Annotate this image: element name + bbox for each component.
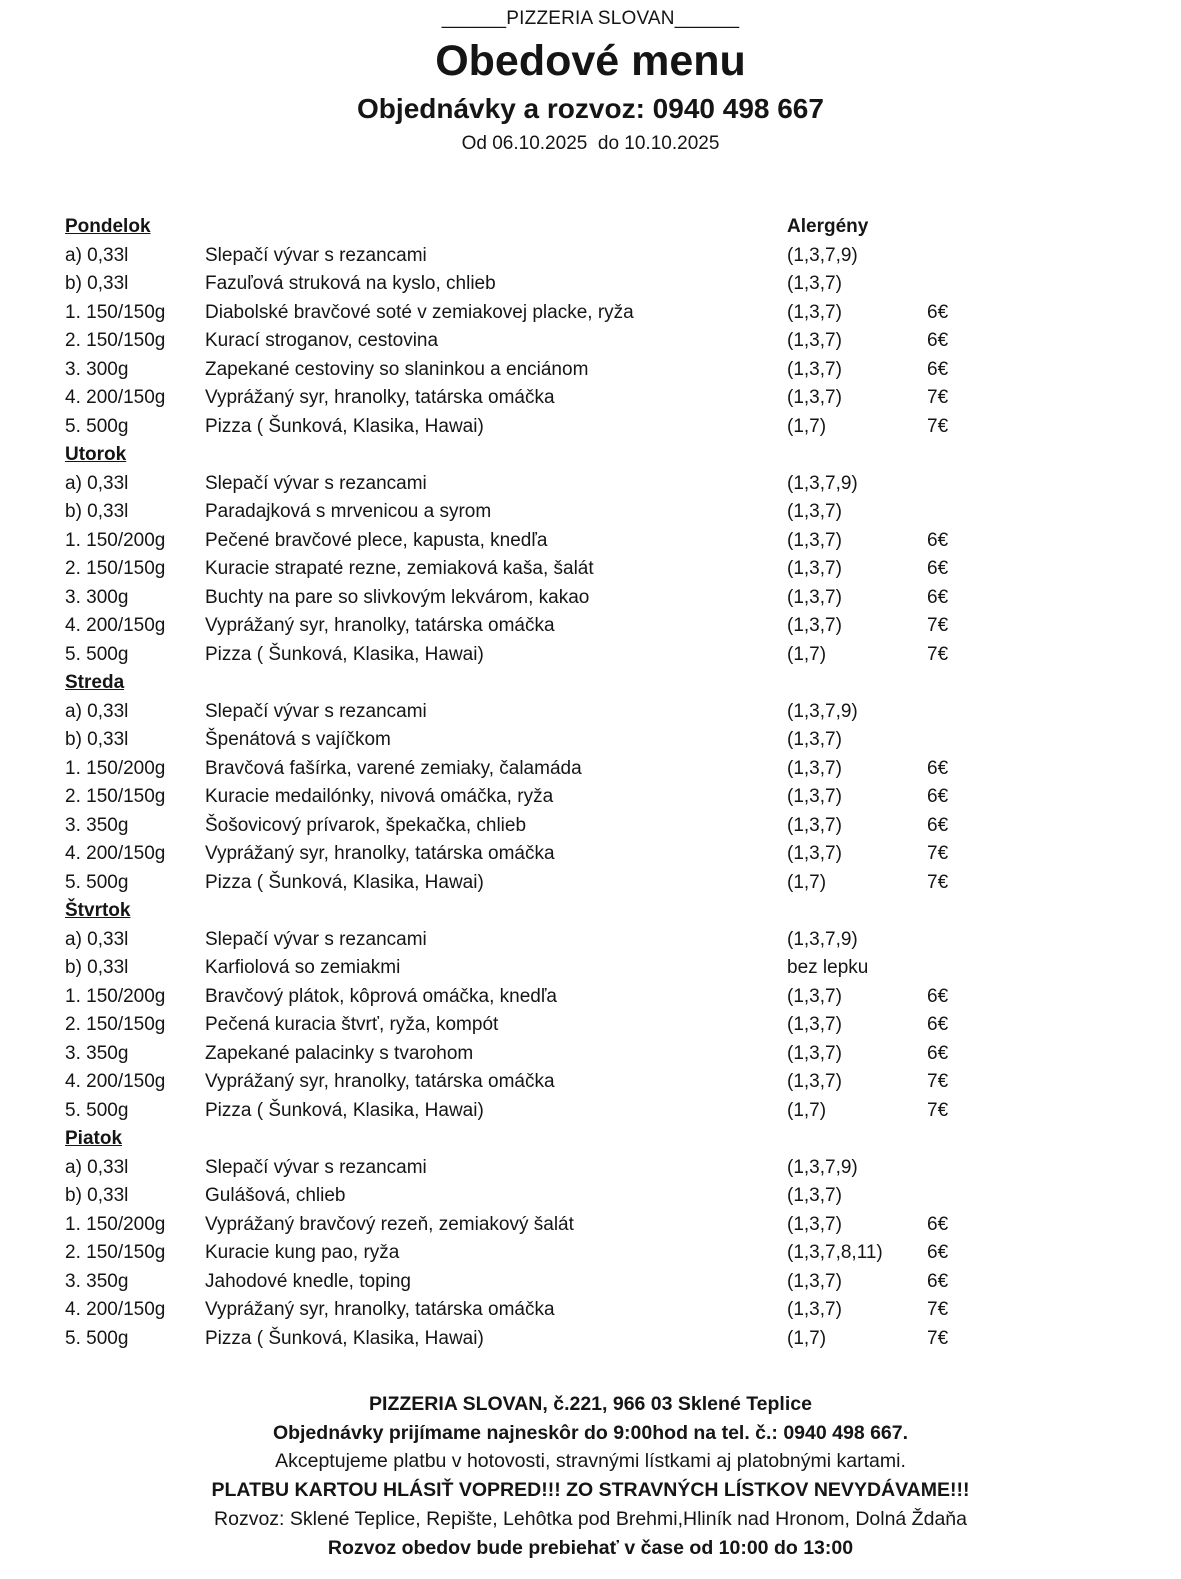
row-dish: Vyprážaný syr, hranolky, tatárska omáčka [205, 615, 555, 637]
row-portion: a) 0,33l [65, 928, 129, 950]
date-range: Od 06.10.2025 do 10.10.2025 [461, 133, 720, 155]
row-allergens: (1,3,7,9) [787, 1156, 858, 1178]
row-price: 7€ [927, 1099, 949, 1121]
menu-item-row [0, 1154, 1181, 1183]
row-allergens: (1,7) [787, 871, 827, 893]
menu-item-row [0, 498, 1181, 527]
row-portion: 3. 300g [65, 358, 129, 380]
row-portion: 1. 150/200g [65, 757, 166, 779]
row-dish: Vyprážaný syr, hranolky, tatárska omáčka [205, 1299, 555, 1321]
row-dish: Zapekané cestoviny so slaninkou a enciánom [205, 358, 589, 380]
row-portion: 4. 200/150g [65, 1071, 166, 1093]
row-portion: 2. 150/150g [65, 1242, 166, 1264]
row-portion: b) 0,33l [65, 273, 129, 295]
row-dish: Buchty na pare so slivkovým lekvárom, kakao [205, 586, 590, 608]
row-allergens: (1,3,7) [787, 1299, 842, 1321]
restaurant-name-line: ______PIZZERIA SLOVAN______ [441, 8, 740, 29]
row-dish: Kuracie kung pao, ryža [205, 1242, 400, 1264]
row-price: 6€ [927, 985, 949, 1007]
row-portion: 5. 500g [65, 871, 129, 893]
menu-item-row [0, 555, 1181, 584]
menu-item-row [0, 242, 1181, 271]
day-section [0, 441, 1181, 669]
menu-item-row [0, 840, 1181, 869]
row-portion: 4. 200/150g [65, 1299, 166, 1321]
row-portion: 1. 150/200g [65, 529, 166, 551]
day-name: Pondelok [65, 216, 151, 238]
day-rows [0, 1154, 1181, 1354]
row-allergens: (1,3,7,8,11) [787, 1242, 883, 1264]
row-portion: 1. 150/200g [65, 1213, 166, 1235]
row-dish: Špenátová s vajíčkom [205, 729, 391, 751]
footer-line: Akceptujeme platbu v hotovosti, stravnými lístkami aj platobnými kartami. [275, 1450, 906, 1473]
row-allergens: (1,3,7) [787, 529, 842, 551]
row-allergens: (1,3,7) [787, 814, 842, 836]
row-price [927, 954, 1007, 983]
menu-item-row [0, 926, 1181, 955]
row-dish: Bravčová fašírka, varené zemiaky, čalamáda [205, 757, 582, 779]
row-portion: 4. 200/150g [65, 615, 166, 637]
row-allergens: (1,3,7) [787, 387, 842, 409]
row-price: 6€ [927, 358, 949, 380]
row-price [927, 1182, 1007, 1211]
row-price: 6€ [927, 1042, 949, 1064]
day-name: Piatok [65, 1128, 123, 1150]
row-allergens: (1,7) [787, 1327, 827, 1349]
menu-item-row [0, 470, 1181, 499]
row-price: 6€ [927, 529, 949, 551]
menu-item-row [0, 413, 1181, 442]
row-portion: 5. 500g [65, 1099, 129, 1121]
row-portion: a) 0,33l [65, 1156, 129, 1178]
row-allergens: (1,7) [787, 415, 827, 437]
menu-item-row [0, 584, 1181, 613]
day-name: Štvrtok [65, 900, 131, 922]
day-header-row [0, 669, 1181, 698]
row-price [927, 726, 1007, 755]
row-dish: Vyprážaný bravčový rezeň, zemiakový šalát [205, 1213, 574, 1235]
row-allergens: (1,3,7,9) [787, 928, 858, 950]
row-dish: Gulášová, chlieb [205, 1185, 346, 1207]
row-price [927, 1154, 1007, 1183]
day-header-row [0, 1125, 1181, 1154]
row-dish: Karfiolová so zemiakmi [205, 957, 401, 979]
row-portion: a) 0,33l [65, 244, 129, 266]
row-dish: Kurací stroganov, cestovina [205, 330, 439, 352]
footer-line: Rozvoz obedov bude prebiehať v čase od 10:00 do 13:00 [327, 1536, 854, 1559]
row-dish: Slepačí vývar s rezancami [205, 700, 427, 722]
menu-item-row [0, 783, 1181, 812]
row-allergens: (1,3,7) [787, 729, 842, 751]
menu-item-row [0, 983, 1181, 1012]
row-dish: Pizza ( Šunková, Klasika, Hawai) [205, 871, 484, 893]
menu-item-row [0, 1239, 1181, 1268]
allergens-header [787, 897, 927, 926]
row-allergens: (1,3,7) [787, 1213, 842, 1235]
row-allergens: (1,3,7) [787, 301, 842, 323]
row-allergens: (1,3,7) [787, 985, 842, 1007]
menu-item-row [0, 1068, 1181, 1097]
row-dish: Pizza ( Šunková, Klasika, Hawai) [205, 415, 484, 437]
row-portion: 3. 350g [65, 1042, 129, 1064]
row-allergens: (1,3,7) [787, 501, 842, 523]
row-price: 6€ [927, 786, 949, 808]
menu-item-row [0, 612, 1181, 641]
row-portion: 4. 200/150g [65, 843, 166, 865]
row-price [927, 698, 1007, 727]
row-portion: 2. 150/150g [65, 1014, 166, 1036]
menu-item-row [0, 1040, 1181, 1069]
menu-item-row [0, 755, 1181, 784]
row-price: 7€ [927, 871, 949, 893]
row-price: 6€ [927, 757, 949, 779]
row-portion: 5. 500g [65, 1327, 129, 1349]
footer [0, 1390, 1181, 1562]
day-section [0, 669, 1181, 897]
row-portion: 3. 350g [65, 1270, 129, 1292]
row-portion: b) 0,33l [65, 501, 129, 523]
row-portion: 1. 150/150g [65, 301, 166, 323]
document-header [0, 0, 1181, 155]
row-price [927, 926, 1007, 955]
menu-item-row [0, 954, 1181, 983]
row-portion: 2. 150/150g [65, 558, 166, 580]
day-section [0, 213, 1181, 441]
page-title: Obedové menu [435, 37, 746, 85]
row-portion: 2. 150/150g [65, 330, 166, 352]
menu-item-row [0, 1011, 1181, 1040]
row-dish: Pizza ( Šunková, Klasika, Hawai) [205, 643, 484, 665]
row-dish: Vyprážaný syr, hranolky, tatárska omáčka [205, 387, 555, 409]
menu-item-row [0, 1182, 1181, 1211]
menu-item-row [0, 726, 1181, 755]
menu-item-row [0, 812, 1181, 841]
row-dish: Kuracie strapaté rezne, zemiaková kaša, šalát [205, 558, 594, 580]
row-allergens: (1,3,7) [787, 558, 842, 580]
row-dish: Diabolské bravčové soté v zemiakovej placke, ryža [205, 301, 634, 323]
day-name: Utorok [65, 444, 127, 466]
row-allergens: (1,3,7) [787, 1042, 842, 1064]
row-price: 7€ [927, 643, 949, 665]
menu-item-row [0, 299, 1181, 328]
row-allergens: (1,7) [787, 643, 827, 665]
row-portion: 2. 150/150g [65, 786, 166, 808]
row-dish: Slepačí vývar s rezancami [205, 1156, 427, 1178]
row-allergens: (1,3,7,9) [787, 244, 858, 266]
row-allergens: (1,3,7) [787, 1185, 842, 1207]
row-portion: 3. 350g [65, 814, 129, 836]
day-rows [0, 242, 1181, 442]
row-dish: Jahodové knedle, toping [205, 1270, 411, 1292]
row-allergens: (1,3,7,9) [787, 472, 858, 494]
row-price: 7€ [927, 1327, 949, 1349]
day-rows [0, 470, 1181, 670]
row-price: 7€ [927, 615, 949, 637]
day-section [0, 897, 1181, 1125]
row-price [927, 270, 1007, 299]
row-allergens: bez lepku [787, 957, 869, 979]
row-allergens: (1,3,7) [787, 843, 842, 865]
row-portion: b) 0,33l [65, 729, 129, 751]
row-price: 6€ [927, 301, 949, 323]
row-dish: Pečené bravčové plece, kapusta, knedľa [205, 529, 548, 551]
day-header-row [0, 441, 1181, 470]
row-dish: Pečená kuracia štvrť, ryža, kompót [205, 1014, 499, 1036]
day-section [0, 1125, 1181, 1353]
row-portion: b) 0,33l [65, 957, 129, 979]
row-allergens: (1,3,7) [787, 1071, 842, 1093]
row-price [927, 498, 1007, 527]
row-allergens: (1,3,7) [787, 330, 842, 352]
row-price: 6€ [927, 586, 949, 608]
day-header-row [0, 213, 1181, 242]
row-dish: Bravčový plátok, kôprová omáčka, knedľa [205, 985, 557, 1007]
row-dish: Slepačí vývar s rezancami [205, 928, 427, 950]
row-price [927, 242, 1007, 271]
row-dish: Kuracie medailónky, nivová omáčka, ryža [205, 786, 554, 808]
menu-item-row [0, 270, 1181, 299]
row-dish: Pizza ( Šunková, Klasika, Hawai) [205, 1099, 484, 1121]
row-price: 6€ [927, 1213, 949, 1235]
footer-line: PIZZERIA SLOVAN, č.221, 966 03 Sklené Teplice [369, 1393, 812, 1415]
row-price: 6€ [927, 1242, 949, 1264]
row-dish: Pizza ( Šunková, Klasika, Hawai) [205, 1327, 484, 1349]
menu-item-row [0, 527, 1181, 556]
row-dish: Šošovicový prívarok, špekačka, chlieb [205, 814, 527, 836]
row-price: 6€ [927, 330, 949, 352]
row-allergens: (1,3,7) [787, 1270, 842, 1292]
row-price: 7€ [927, 415, 949, 437]
row-price: 6€ [927, 1270, 949, 1292]
row-allergens: (1,3,7) [787, 1014, 842, 1036]
allergens-header [787, 1125, 927, 1154]
row-dish: Vyprážaný syr, hranolky, tatárska omáčka [205, 843, 555, 865]
row-price: 7€ [927, 1071, 949, 1093]
footer-line: PLATBU KARTOU HLÁSIŤ VOPRED!!! ZO STRAVNÝCH LÍSTKOV NEVYDÁVAME!!! [211, 1479, 970, 1502]
day-rows [0, 698, 1181, 898]
orders-phone-line: Objednávky a rozvoz: 0940 498 667 [357, 93, 824, 125]
row-dish: Zapekané palacinky s tvarohom [205, 1042, 474, 1064]
row-price: 7€ [927, 1299, 949, 1321]
row-portion: a) 0,33l [65, 472, 129, 494]
day-name: Streda [65, 672, 125, 694]
row-portion: 1. 150/200g [65, 985, 166, 1007]
row-portion: 5. 500g [65, 415, 129, 437]
menu-item-row [0, 1211, 1181, 1240]
row-allergens: (1,3,7) [787, 273, 842, 295]
menu-item-row [0, 356, 1181, 385]
day-header-row [0, 897, 1181, 926]
row-price [927, 470, 1007, 499]
menu-days [0, 213, 1181, 1353]
row-dish: Slepačí vývar s rezancami [205, 472, 427, 494]
footer-line: Rozvoz: Sklené Teplice, Repište, Lehôtka pod Brehmi,Hliník nad Hronom, Dolná Ždaňa [214, 1507, 967, 1530]
row-dish: Vyprážaný syr, hranolky, tatárska omáčka [205, 1071, 555, 1093]
row-allergens: (1,3,7) [787, 786, 842, 808]
menu-item-row [0, 384, 1181, 413]
row-price: 6€ [927, 814, 949, 836]
row-portion: 5. 500g [65, 643, 129, 665]
row-price: 7€ [927, 843, 949, 865]
row-dish: Fazuľová struková na kyslo, chlieb [205, 273, 496, 295]
allergens-header: Alergény [787, 216, 869, 238]
row-dish: Paradajková s mrvenicou a syrom [205, 501, 492, 523]
row-price: 7€ [927, 387, 949, 409]
row-portion: 3. 300g [65, 586, 129, 608]
row-portion: 4. 200/150g [65, 387, 166, 409]
allergens-header [787, 441, 927, 470]
menu-item-row [0, 869, 1181, 898]
row-allergens: (1,3,7) [787, 757, 842, 779]
row-allergens: (1,3,7,9) [787, 700, 858, 722]
row-price: 6€ [927, 1014, 949, 1036]
row-allergens: (1,3,7) [787, 615, 842, 637]
allergens-header [787, 669, 927, 698]
menu-item-row [0, 1268, 1181, 1297]
menu-item-row [0, 641, 1181, 670]
row-allergens: (1,7) [787, 1099, 827, 1121]
menu-item-row [0, 327, 1181, 356]
menu-item-row [0, 1325, 1181, 1354]
row-price: 6€ [927, 558, 949, 580]
day-rows [0, 926, 1181, 1126]
menu-item-row [0, 1296, 1181, 1325]
menu-item-row [0, 1097, 1181, 1126]
row-dish: Slepačí vývar s rezancami [205, 244, 427, 266]
row-portion: a) 0,33l [65, 700, 129, 722]
footer-line: Objednávky prijímame najneskôr do 9:00hod na tel. č.: 0940 498 667. [272, 1421, 909, 1444]
row-allergens: (1,3,7) [787, 586, 842, 608]
row-allergens: (1,3,7) [787, 358, 842, 380]
menu-item-row [0, 698, 1181, 727]
row-portion: b) 0,33l [65, 1185, 129, 1207]
